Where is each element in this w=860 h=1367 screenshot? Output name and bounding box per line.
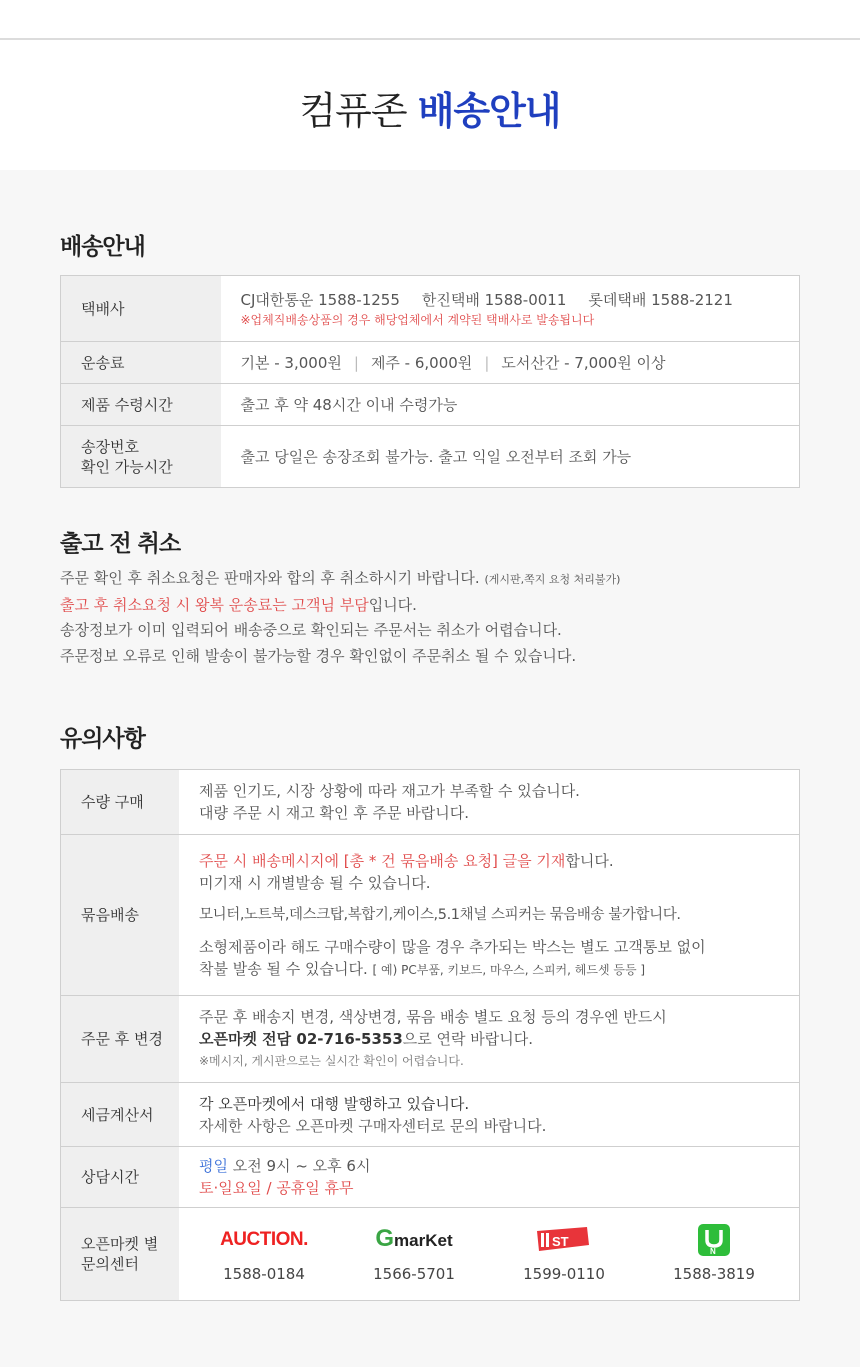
market-nmarket[interactable] xyxy=(639,1223,789,1285)
hours-row xyxy=(61,1147,800,1208)
bundle-p1 xyxy=(199,850,781,872)
page-title-accent: 배송안내 xyxy=(417,89,561,133)
cancel-line1-note: (게시판,쪽지 요청 처리불가) xyxy=(484,573,621,586)
change-row xyxy=(61,996,800,1083)
change-phone: 오픈마켓 전담 02-716-5353 xyxy=(199,1030,403,1048)
hours-label: 상담시간 xyxy=(61,1147,180,1208)
markets-label-line1: 오픈마켓 별 xyxy=(81,1235,159,1253)
bundle-label: 묶음배송 xyxy=(61,835,180,996)
invoice-label: 세금계산서 xyxy=(61,1083,180,1147)
11st-logo xyxy=(489,1223,639,1257)
gmarket-logo-rest: marKet xyxy=(394,1231,453,1250)
markets-value xyxy=(179,1208,800,1301)
change-value xyxy=(179,996,800,1083)
fee-island: 도서산간 - 7,000원 이상 xyxy=(501,353,666,372)
market-auction[interactable] xyxy=(189,1223,339,1285)
fee-row xyxy=(61,342,800,384)
auction-logo xyxy=(189,1223,339,1257)
cancel-line4: 주문정보 오류로 인해 발송이 불가능할 경우 확인없이 주문취소 될 수 있습니다. xyxy=(60,646,577,665)
change-label: 주문 후 변경 xyxy=(61,996,180,1083)
hours-value xyxy=(179,1147,800,1208)
invoice-line2: 자세한 사항은 오픈마켓 구매자센터로 문의 바랍니다. xyxy=(199,1116,547,1135)
quantity-line2: 대량 주문 시 재고 확인 후 주문 바랍니다. xyxy=(199,804,469,822)
cancel-line1 xyxy=(60,566,620,593)
bundle-p3-line1: 소형제품이라 해도 구매수량이 많을 경우 추가되는 박스는 별도 고객통보 없이 xyxy=(199,937,706,956)
market-gmarket[interactable] xyxy=(339,1223,489,1285)
change-line2-rest: 으로 연락 바랍니다. xyxy=(402,1030,534,1048)
bundle-p1-highlight: 주문 시 배송메시지에 [총 * 건 묶음배송 요청] 글을 기재 xyxy=(199,851,566,870)
notice-section-title: 유의사항 xyxy=(60,726,145,752)
11st-phone: 1599-0110 xyxy=(523,1265,605,1283)
cancel-section-title: 출고 전 취소 xyxy=(60,531,181,557)
quantity-row xyxy=(61,770,800,835)
courier-note: ※업체직배송상품의 경우 해당업체에서 계약된 택배사로 발송됩니다 xyxy=(240,312,595,327)
hours-weekday-time: 오전 9시 ~ 오후 6시 xyxy=(232,1157,371,1175)
markets-list xyxy=(189,1223,789,1285)
change-line1: 주문 후 배송지 변경, 색상변경, 묶음 배송 별도 요청 등의 경우엔 반드시 xyxy=(199,1008,667,1026)
svg-text:N: N xyxy=(710,1247,716,1256)
hours-closed: 토·일요일 / 공휴일 휴무 xyxy=(199,1179,354,1197)
tracking-row xyxy=(61,426,800,488)
shipping-section-title: 배송안내 xyxy=(60,234,145,260)
auction-phone: 1588-0184 xyxy=(223,1265,305,1283)
nmarket-logo-icon xyxy=(697,1223,731,1257)
bundle-value xyxy=(179,835,800,996)
page-title-prefix: 컴퓨존 xyxy=(299,89,407,133)
bundle-p1-rest: 합니다. xyxy=(565,851,614,870)
carrier-hanjin: 한진택배 1588-0011 xyxy=(421,290,567,309)
tracking-value: 출고 당일은 송장조회 불가능. 출고 익일 오전부터 조회 가능 xyxy=(221,426,800,488)
tracking-label-line1: 송장번호 xyxy=(81,437,139,456)
courier-value xyxy=(221,276,800,342)
invoice-row xyxy=(61,1083,800,1147)
notice-table xyxy=(60,769,800,1301)
nmarket-logo xyxy=(639,1223,789,1257)
cancel-line2-rest: 입니다. xyxy=(368,595,417,614)
cancel-line2 xyxy=(60,593,620,619)
bundle-p3-line2-text: 착불 발송 될 수 있습니다. xyxy=(199,959,368,978)
receive-row xyxy=(61,384,800,426)
bundle-p2: 모니터,노트북,데스크탑,복합기,케이스,5.1채널 스피커는 묶음배송 불가합니다. xyxy=(199,906,681,923)
receive-value: 출고 후 약 48시간 이내 수령가능 xyxy=(221,384,800,426)
market-11st[interactable] xyxy=(489,1223,639,1285)
11st-logo-icon xyxy=(535,1223,593,1257)
carrier-cj: CJ대한통운 1588-1255 xyxy=(240,290,400,309)
cancel-text xyxy=(60,566,620,669)
fee-value xyxy=(221,342,800,384)
fee-basic: 기본 - 3,000원 xyxy=(240,353,342,372)
change-line2 xyxy=(199,1028,781,1050)
separator: | xyxy=(484,353,490,372)
tracking-label-line2: 확인 가능시간 xyxy=(81,457,173,476)
bundle-p1-line2: 미기재 시 개별발송 될 수 있습니다. xyxy=(199,873,431,892)
cancel-line3: 송장정보가 이미 입력되어 배송중으로 확인되는 주문서는 취소가 어렵습니다. xyxy=(60,621,562,639)
receive-label: 제품 수령시간 xyxy=(61,384,221,426)
separator: | xyxy=(353,353,359,372)
courier-row xyxy=(61,276,800,342)
tracking-label xyxy=(61,426,221,488)
quantity-value xyxy=(179,770,800,835)
invoice-value xyxy=(179,1083,800,1147)
bundle-p3-line2 xyxy=(199,958,781,981)
gmarket-logo-g: G xyxy=(375,1225,395,1252)
svg-text:ST: ST xyxy=(552,1234,569,1249)
page-title xyxy=(0,40,860,134)
change-note: ※메시지, 게시판으로는 실시간 확인이 어렵습니다. xyxy=(199,1054,464,1068)
auction-logo-text: AUCTION. xyxy=(220,1229,308,1250)
quantity-label: 수량 구매 xyxy=(61,770,180,835)
gmarket-logo xyxy=(339,1223,489,1257)
markets-label-line2: 문의센터 xyxy=(81,1255,139,1273)
hours-weekday-label: 평일 xyxy=(199,1157,228,1175)
top-rule xyxy=(0,0,860,40)
cancel-line2-highlight: 출고 후 취소요청 시 왕복 운송료는 고객님 부담 xyxy=(60,595,369,614)
fee-label: 운송료 xyxy=(61,342,221,384)
bundle-p3-examples: [ 예) PC부품, 키보드, 마우스, 스피커, 헤드셋 등등 ] xyxy=(372,962,646,977)
courier-label: 택배사 xyxy=(61,276,221,342)
markets-label xyxy=(61,1208,180,1301)
nmarket-phone: 1588-3819 xyxy=(673,1265,755,1283)
gmarket-phone: 1566-5701 xyxy=(373,1265,455,1283)
cancel-line1-main: 주문 확인 후 취소요청은 판매자와 합의 후 취소하시기 바랍니다. xyxy=(60,569,480,587)
page-header xyxy=(0,40,860,170)
quantity-line1: 제품 인기도, 시장 상황에 따라 재고가 부족할 수 있습니다. xyxy=(199,782,580,800)
fee-jeju: 제주 - 6,000원 xyxy=(370,353,473,372)
shipping-table xyxy=(60,275,800,488)
carrier-lotte: 롯데택배 1588-2121 xyxy=(588,290,733,309)
hours-weekday xyxy=(199,1155,781,1177)
gmarket-logo-text xyxy=(375,1225,453,1252)
markets-row xyxy=(61,1208,800,1301)
bundle-row xyxy=(61,835,800,996)
invoice-line1: 각 오픈마켓에서 대행 발행하고 있습니다. xyxy=(199,1094,470,1113)
